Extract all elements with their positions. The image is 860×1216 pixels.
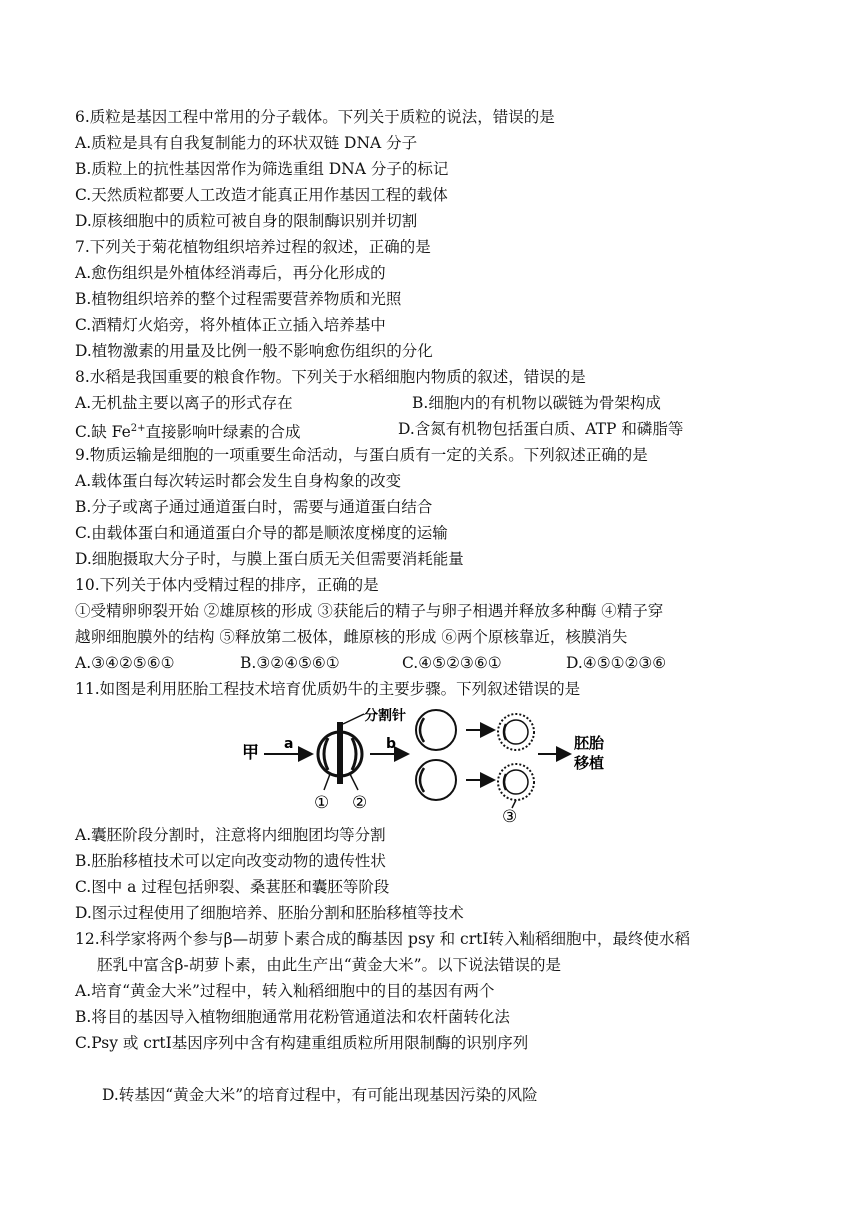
q11-option-b: B.胚胎移植技术可以定向改变动物的遗传性状 [75, 852, 386, 870]
fig-embryo-bottom-inner [504, 770, 528, 794]
q12-option-b: B.将目的基因导入植物细胞通常用花粉管通道法和农杆菌转化法 [75, 1008, 510, 1026]
q10-option-a: A.③④②⑤⑥① [75, 654, 175, 672]
q8-option-c-post: 直接影响叶绿素的合成 [145, 423, 301, 442]
q7-option-d: D.植物激素的用量及比例一般不影响愈伤组织的分化 [75, 342, 433, 360]
q10-option-c: C.④⑤②③⑥① [402, 654, 502, 672]
fig-half-embryo-bottom-mass [420, 768, 424, 792]
q10-list-line1: ①受精卵卵裂开始 ②雄原核的形成 ③获能后的精子与卵子相遇并释放多种酶 ④精子穿 [75, 602, 664, 620]
fig-label-needle: 分割针 [364, 708, 406, 724]
fig-label-transfer-2: 移植 [574, 754, 605, 772]
q8-option-c-sup: 2+ [130, 423, 146, 434]
q12-stem-line1: 12.科学家将两个参与β—胡萝卜素合成的酶基因 psy 和 crtⅠ转入籼稻细胞中，最终使水稻 [75, 930, 690, 948]
q9-option-d: D.细胞摄取大分子时，与膜上蛋白质无关但需要消耗能量 [75, 550, 464, 568]
fig-splitting-needle [337, 722, 343, 784]
q9-stem: 9.物质运输是细胞的一项重要生命活动，与蛋白质有一定的关系。下列叙述正确的是 [75, 446, 648, 464]
q12-option-c: C.Psy 或 crtⅠ基因序列中含有构建重组质粒所用限制酶的识别序列 [75, 1034, 529, 1052]
fig-label-1: ① [314, 793, 330, 813]
embryo-splitting-figure [240, 708, 620, 826]
fig-half-embryo-bottom [416, 760, 456, 800]
q8-option-a: A.无机盐主要以离子的形式存在 [75, 394, 293, 412]
q11-option-d: D.图示过程使用了细胞培养、胚胎分割和胚胎移植等技术 [75, 904, 464, 922]
q7-option-b: B.植物组织培养的整个过程需要营养物质和光照 [75, 290, 402, 308]
q9-option-a: A.载体蛋白每次转运时都会发生自身构象的改变 [75, 472, 402, 490]
q12-stem-line2: 胚乳中富含β-胡萝卜素，由此生产出“黄金大米”。以下说法错误的是 [97, 956, 562, 974]
fig-half-embryo-top [416, 710, 456, 750]
fig-label-jia: 甲 [242, 743, 259, 763]
q8-option-c-pre: C.缺 Fe [75, 423, 131, 442]
fig-inner-cell-mass-left [324, 738, 328, 770]
q9-option-b: B.分子或离子通过通道蛋白时，需要与通道蛋白结合 [75, 498, 433, 516]
q8-option-c [75, 418, 301, 443]
q12-option-a: A.培育“黄金大米”过程中，转入籼稻细胞中的目的基因有两个 [75, 982, 495, 1000]
q10-option-d: D.④⑤①②③⑥ [566, 654, 667, 672]
q11-option-a: A.囊胚阶段分割时，注意将内细胞团均等分割 [75, 826, 386, 844]
fig-embryo-bottom-mass [504, 774, 506, 790]
fig-pointer-1 [324, 774, 330, 790]
fig-label-transfer-1: 胚胎 [574, 734, 605, 752]
fig-label-2: ② [352, 793, 368, 813]
q8-stem: 8.水稻是我国重要的粮食作物。下列关于水稻细胞内物质的叙述，错误的是 [75, 368, 586, 386]
fig-embryo-top-inner [504, 720, 528, 744]
fig-label-b: b [386, 736, 397, 752]
q6-option-c: C.天然质粒都要人工改造才能真正用作基因工程的载体 [75, 186, 448, 204]
q10-option-b: B.③②④⑤⑥① [240, 654, 340, 672]
fig-inner-cell-mass-right [352, 738, 356, 770]
fig-needle-pointer [343, 714, 364, 724]
q6-stem: 6.质粒是基因工程中常用的分子载体。下列关于质粒的说法，错误的是 [75, 108, 555, 126]
q6-option-a: A.质粒是具有自我复制能力的环状双链 DNA 分子 [75, 134, 418, 152]
q11-option-c: C.图中 a 过程包括卵裂、桑葚胚和囊胚等阶段 [75, 878, 390, 896]
q7-option-c: C.酒精灯火焰旁，将外植体正立插入培养基中 [75, 316, 386, 334]
q6-option-b: B.质粒上的抗性基因常作为筛选重组 DNA 分子的标记 [75, 160, 449, 178]
q11-stem: 11.如图是利用胚胎工程技术培育优质奶牛的主要步骤。下列叙述错误的是 [75, 680, 581, 698]
fig-label-a: a [284, 736, 294, 752]
q6-option-d: D.原核细胞中的质粒可被自身的限制酶识别并切割 [75, 212, 418, 230]
fig-label-3: ③ [502, 807, 518, 826]
q10-stem: 10.下列关于体内受精过程的排序，正确的是 [75, 576, 379, 594]
q9-option-c: C.由载体蛋白和通道蛋白介导的都是顺浓度梯度的运输 [75, 524, 448, 542]
q12-option-d: D.转基因“黄金大米”的培育过程中，有可能出现基因污染的风险 [102, 1086, 538, 1104]
fig-half-embryo-top-mass [420, 718, 424, 742]
q8-option-d: D.含氮有机物包括蛋白质、ATP 和磷脂等 [398, 420, 684, 438]
q7-stem: 7.下列关于菊花植物组织培养过程的叙述，正确的是 [75, 238, 431, 256]
q7-option-a: A.愈伤组织是外植体经消毒后，再分化形成的 [75, 264, 386, 282]
q10-list-line2: 越卵细胞膜外的结构 ⑤释放第二极体，雌原核的形成 ⑥两个原核靠近，核膜消失 [75, 628, 628, 646]
q8-option-b: B.细胞内的有机物以碳链为骨架构成 [412, 394, 661, 412]
fig-embryo-top-mass [504, 724, 506, 740]
fig-pointer-2 [350, 774, 358, 790]
